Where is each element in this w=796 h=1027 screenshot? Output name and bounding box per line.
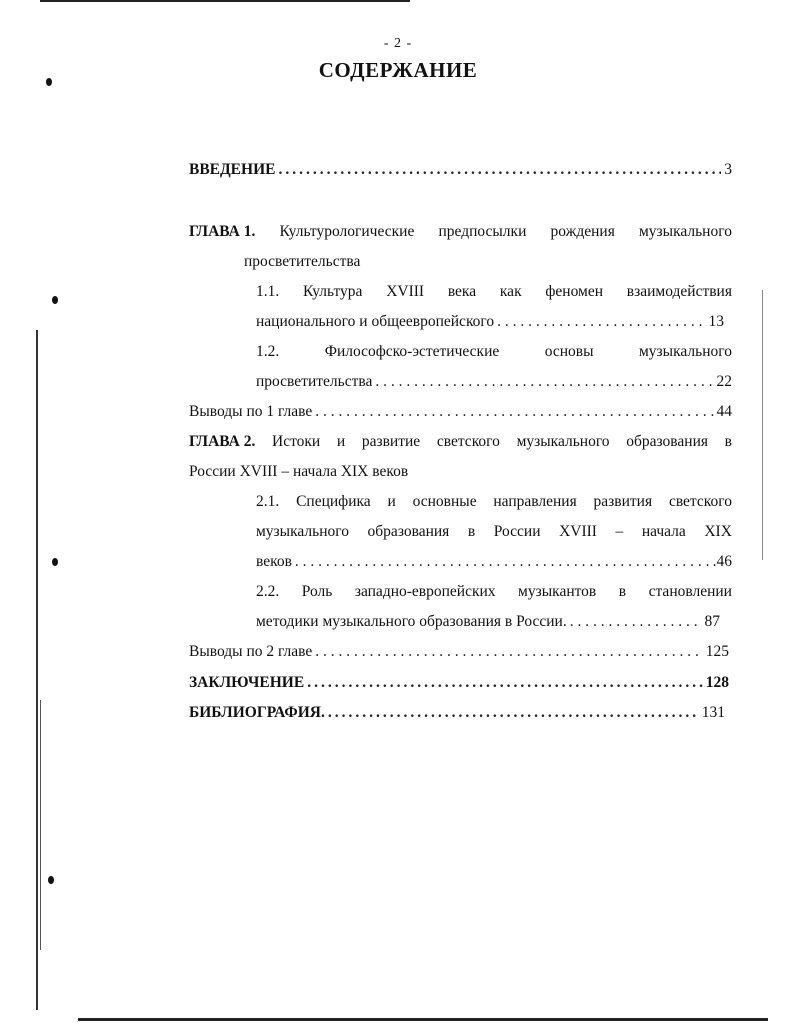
section-number: 2.1.: [256, 493, 280, 510]
section-title-word: основные: [412, 493, 477, 510]
toc-entry-page: 128: [705, 674, 729, 691]
chapter-prefix: ГЛАВА 2.: [189, 433, 256, 450]
chapter-title-word: и: [336, 433, 346, 450]
chapter-title-continuation: России XVIII – начала XIX веков: [189, 463, 409, 480]
toc-chapter-1-heading-cont: [244, 251, 360, 273]
toc-section-2-1-cont[interactable]: [256, 521, 732, 543]
chapter-title-word: развитие: [361, 433, 421, 450]
section-title-word: светского: [668, 493, 732, 510]
section-number: 2.2.: [256, 583, 280, 600]
toc-chapter-2-heading[interactable]: [189, 431, 732, 453]
section-title-word: XVIII: [386, 283, 425, 300]
section-title-word: века: [447, 283, 477, 300]
toc-section-1-1-cont[interactable]: [256, 311, 724, 333]
toc-entry-page: 44: [716, 403, 732, 420]
toc-entry-label: БИБЛИОГРАФИЯ.: [189, 704, 325, 721]
toc-entry-page: 131: [701, 704, 725, 721]
chapter-title-word: Культурологические: [279, 223, 415, 240]
binding-hole-mark: [52, 296, 58, 304]
toc-entry-page: 22: [716, 373, 732, 390]
chapter-title-word: музыкального: [516, 433, 610, 450]
toc-chapter-1-heading[interactable]: [189, 221, 732, 243]
scan-artifact-left-edge: [36, 330, 38, 1010]
toc-entry-bibliography[interactable]: [189, 702, 725, 724]
toc-entry-conclusion[interactable]: [189, 672, 729, 694]
toc-section-2-1-cont-2[interactable]: [256, 551, 732, 573]
binding-hole-mark: [48, 876, 54, 884]
section-title-word: XIX: [704, 523, 732, 540]
section-title-word: XVIII: [559, 523, 597, 540]
chapter-prefix: ГЛАВА 1.: [189, 223, 256, 240]
section-title-word: Роль: [301, 583, 333, 600]
section-title-word: России: [493, 523, 541, 540]
toc-entry-label: ВВЕДЕНИЕ: [189, 161, 276, 178]
chapter-title-word: предпосылки: [438, 223, 527, 240]
dot-leader: [278, 159, 721, 181]
section-title-word: –: [615, 523, 624, 540]
scan-artifact-bottom-line: [78, 1018, 768, 1021]
dot-leader: [315, 641, 702, 663]
toc-entry-page: 125: [705, 643, 729, 660]
toc-conclusions-chapter-2[interactable]: [189, 641, 729, 663]
section-title-word: в: [618, 583, 627, 600]
toc-chapter-2-heading-cont: [189, 461, 408, 483]
toc-section-1-2[interactable]: [256, 341, 732, 363]
section-title-word: Философско-эстетические: [324, 343, 500, 360]
section-title-word: и: [387, 493, 396, 510]
dot-leader: [497, 311, 705, 333]
toc-entry-page: 13: [708, 313, 724, 330]
toc-section-1-2-cont[interactable]: [256, 371, 732, 393]
toc-entry-label: Выводы по 2 главе: [189, 643, 313, 660]
section-title-word: становлении: [648, 583, 732, 600]
scan-artifact-top-line: [40, 0, 410, 2]
section-title-continuation: национального и общеевропейского: [256, 313, 495, 330]
toc-entry-intro[interactable]: [189, 159, 732, 181]
toc-section-2-2[interactable]: [256, 581, 732, 603]
toc-entry-page: 87: [704, 613, 720, 630]
section-number: 1.1.: [256, 283, 280, 300]
section-title-word: музыкантов: [518, 583, 597, 600]
scan-artifact-right-edge: [762, 290, 763, 560]
chapter-title-word: музыкального: [638, 223, 732, 240]
chapter-title-word: в: [724, 433, 732, 450]
toc-section-2-2-cont[interactable]: [256, 611, 720, 633]
section-title-continuation: веков: [256, 553, 292, 570]
page-title: СОДЕРЖАНИЕ: [318, 58, 478, 82]
dot-leader: [375, 371, 713, 393]
section-title-word: основы: [544, 343, 594, 360]
dot-leader: [307, 672, 703, 694]
toc-conclusions-chapter-1[interactable]: [189, 401, 732, 423]
page-number: - 2 -: [383, 36, 413, 51]
chapter-title-word: рождения: [550, 223, 615, 240]
dot-leader: [295, 551, 710, 573]
section-title-word: начала: [641, 523, 686, 540]
section-title-word: феномен: [545, 283, 604, 300]
section-title-word: Культура: [303, 283, 363, 300]
section-title-word: Специфика: [296, 493, 371, 510]
toc-entry-page: .46: [712, 553, 732, 570]
toc-entry-label: ЗАКЛЮЧЕНИЕ: [189, 674, 305, 691]
toc-entry-page: 3: [724, 161, 732, 178]
binding-hole-mark: [52, 558, 58, 566]
chapter-title-word: Истоки: [272, 433, 321, 450]
section-title-word: музыкального: [256, 523, 349, 540]
section-title-word: направления: [493, 493, 577, 510]
dot-leader: [315, 401, 713, 423]
section-title-word: взаимодействия: [626, 283, 732, 300]
dot-leader: [570, 611, 702, 633]
scan-artifact-left-edge-thin: [40, 700, 41, 950]
chapter-title-word: образования: [626, 433, 708, 450]
toc-section-1-1[interactable]: [256, 281, 732, 303]
section-title-word: развития: [593, 493, 653, 510]
chapter-title-continuation: просветительства: [244, 253, 361, 270]
section-number: 1.2.: [256, 343, 280, 360]
dot-leader: [328, 702, 699, 724]
section-title-word: музыкального: [638, 343, 732, 360]
section-title-word: в: [467, 523, 476, 540]
chapter-title-word: светского: [436, 433, 500, 450]
section-title-word: как: [499, 283, 522, 300]
toc-entry-label: Выводы по 1 главе: [189, 403, 313, 420]
section-title-word: западно-европейских: [354, 583, 496, 600]
section-title-continuation: методики музыкального образования в России.: [256, 613, 567, 630]
section-title-word: образования: [367, 523, 450, 540]
toc-section-2-1[interactable]: [256, 491, 732, 513]
section-title-continuation: просветительства: [256, 373, 373, 390]
